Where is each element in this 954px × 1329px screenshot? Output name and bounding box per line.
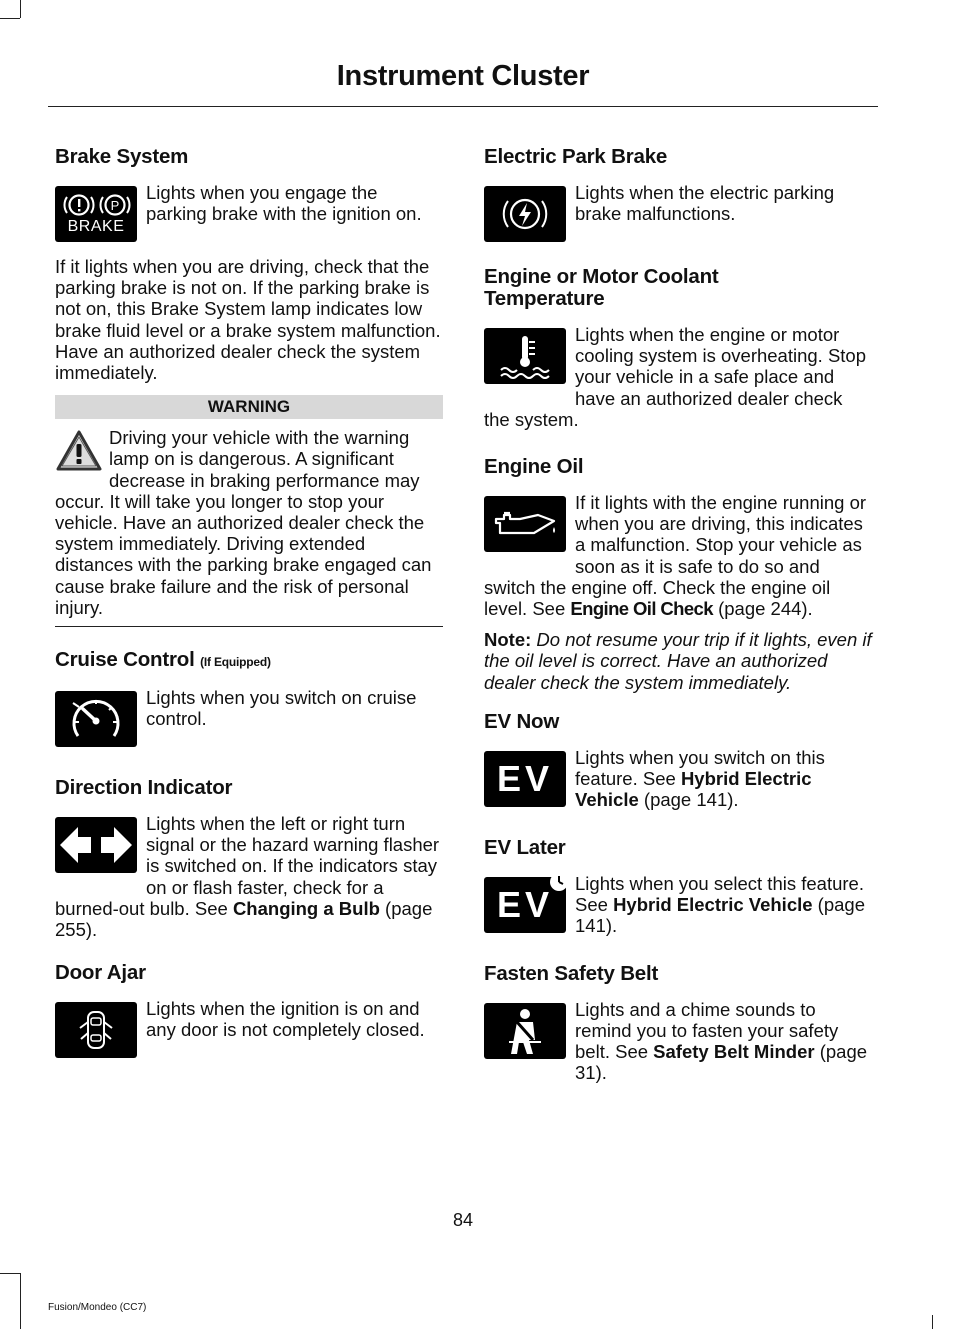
- cruise-control-entry: [55, 687, 443, 751]
- oil-page-ref: (page 244).: [712, 598, 813, 620]
- direction-text-part: Lights when the left or right turn signal or the hazard warning flasher is switched on. If the indicators stay on or flash faster, check for a burned-out bulb. See: [55, 813, 440, 919]
- belt-page-ref: (page 31).: [575, 1041, 868, 1084]
- page-number: 84: [452, 1210, 474, 1230]
- speedometer-icon: [66, 694, 126, 744]
- coolant-text: Lights when the engine or motor cooling system is overheating. Stop your vehicle in a safe place and have an authorized dealer check the system.: [484, 324, 867, 430]
- section-heading: Brake System: [55, 145, 189, 168]
- coolant-entry: [484, 324, 872, 430]
- right-column: [484, 146, 872, 1106]
- if-equipped-label: (If Equipped): [200, 655, 271, 670]
- oil-pressure-icon: [490, 507, 560, 541]
- epb-text: Lights when the electric parking brake malfunctions.: [575, 182, 835, 225]
- electric-park-brake-icon: [484, 186, 566, 242]
- safety-belt-minder-link[interactable]: Safety Belt Minder: [653, 1041, 815, 1063]
- ev-later-icon: [484, 877, 566, 933]
- svg-text:P: P: [110, 198, 120, 213]
- hybrid-electric-vehicle-link[interactable]: Hybrid Electric Vehicle: [613, 894, 813, 916]
- changing-bulb-link[interactable]: Changing a Bulb: [232, 897, 380, 919]
- direction-page-ref: (page 255).: [55, 897, 433, 941]
- direction-indicator-entry: [55, 813, 443, 940]
- page-title: Instrument Cluster: [336, 60, 590, 92]
- ev-now-icon: [484, 751, 566, 807]
- oil-text-part: If it lights with the engine running or when you are driving, this indicates a malfunction. Stop your vehicle as soon as it is safe to do so and switch the engine off. Check the engine oil level. See: [484, 492, 867, 620]
- ev-now-entry: [484, 747, 872, 811]
- car-doors-open-icon: [76, 1006, 116, 1054]
- crop-mark: [0, 1273, 20, 1274]
- engine-oil-check-link[interactable]: Engine Oil Check: [570, 598, 713, 620]
- electric-park-brake-entry: [484, 182, 872, 246]
- oil-can-icon: [484, 496, 566, 552]
- engine-oil-entry: [484, 492, 872, 619]
- ev-later-page-ref: (page 141).: [575, 894, 866, 937]
- ev-now-icon-text: EV: [496, 758, 554, 800]
- brake-symbols-icon: [61, 192, 131, 218]
- seatbelt-icon: [484, 1003, 566, 1059]
- ev-later-heading: EV Later: [484, 835, 566, 859]
- crop-mark: [20, 1273, 21, 1329]
- coolant-heading: Engine or Motor Coolant Temperature: [484, 265, 719, 310]
- warning-text: Driving your vehicle with the warning lamp on is dangerous. A significant decrease in braking performance may occur. It will take you longer to stop your vehicle. Have an authorized dealer check the system immediately. Driving extended distances with the parking brake engaged can cause brake failure and the risk of personal injury.: [55, 427, 432, 618]
- oil-heading: Engine Oil: [484, 455, 584, 479]
- turn-arrows-icon: [58, 823, 134, 867]
- section-heading: [55, 649, 443, 673]
- clock-icon: [548, 871, 570, 893]
- footer-model: Fusion/Mondeo (CC7): [48, 1302, 147, 1313]
- brake-lead-text: Lights when you engage the parking brake with the ignition on.: [146, 182, 422, 225]
- coolant-temperature-icon: [484, 328, 566, 384]
- header-rule: [48, 106, 878, 107]
- safety-belt-entry: [484, 999, 872, 1084]
- brake-body-text: If it lights when you are driving, check that the parking brake is not on. If the parking brake is not on, this Brake System lamp indicates low brake fluid level or a brake system malfunction. Have an authorized dealer check the system immediately.: [55, 256, 441, 384]
- warning-block: [55, 427, 443, 627]
- brake-icon-label: BRAKE: [67, 218, 125, 235]
- left-column: [55, 146, 443, 1084]
- cruise-control-icon: [55, 691, 137, 747]
- ev-now-text-part: Lights when you switch on this feature. See: [575, 746, 825, 790]
- belt-text-part: Lights and a chime sounds to remind you to fasten your safety belt. See: [575, 998, 839, 1063]
- door-heading: Door Ajar: [55, 961, 146, 985]
- belt-heading: Fasten Safety Belt: [484, 961, 659, 985]
- oil-note: [484, 629, 872, 693]
- note-text: Do not resume your trip if it lights, even if the oil level is correct. Have an authorized dealer check the system immediately.: [484, 629, 872, 693]
- warning-triangle-icon: [55, 429, 103, 473]
- door-ajar-entry: [55, 998, 443, 1062]
- crop-mark: [0, 18, 20, 19]
- ev-now-heading: EV Now: [484, 709, 560, 733]
- hybrid-electric-vehicle-link[interactable]: Hybrid Electric Vehicle: [575, 768, 812, 811]
- turn-signal-icon: [55, 817, 137, 873]
- seatbelt-person-icon: [503, 1006, 547, 1056]
- door-ajar-icon: [55, 1002, 137, 1058]
- ev-later-icon-text: EV: [496, 884, 554, 926]
- cruise-text: Lights when you switch on cruise control.: [146, 687, 417, 730]
- crop-mark: [932, 1315, 933, 1329]
- note-label: Note:: [484, 629, 532, 651]
- ev-later-text-part: Lights when you select this feature. See: [575, 872, 864, 916]
- cruise-heading: Cruise Control: [55, 648, 195, 672]
- crop-mark: [20, 0, 21, 18]
- ev-later-entry: [484, 873, 872, 937]
- ev-now-page-ref: (page 141).: [638, 789, 739, 811]
- direction-heading: Direction Indicator: [55, 776, 233, 800]
- door-text: Lights when the ignition is on and any door is not completely closed.: [146, 998, 425, 1041]
- brake-system-entry: [55, 182, 443, 246]
- thermometer-waves-icon: [495, 332, 555, 380]
- warning-label: WARNING: [55, 395, 443, 419]
- brake-warning-icon: [55, 186, 137, 242]
- epb-symbol-icon: [495, 191, 555, 237]
- epb-heading: Electric Park Brake: [484, 145, 668, 168]
